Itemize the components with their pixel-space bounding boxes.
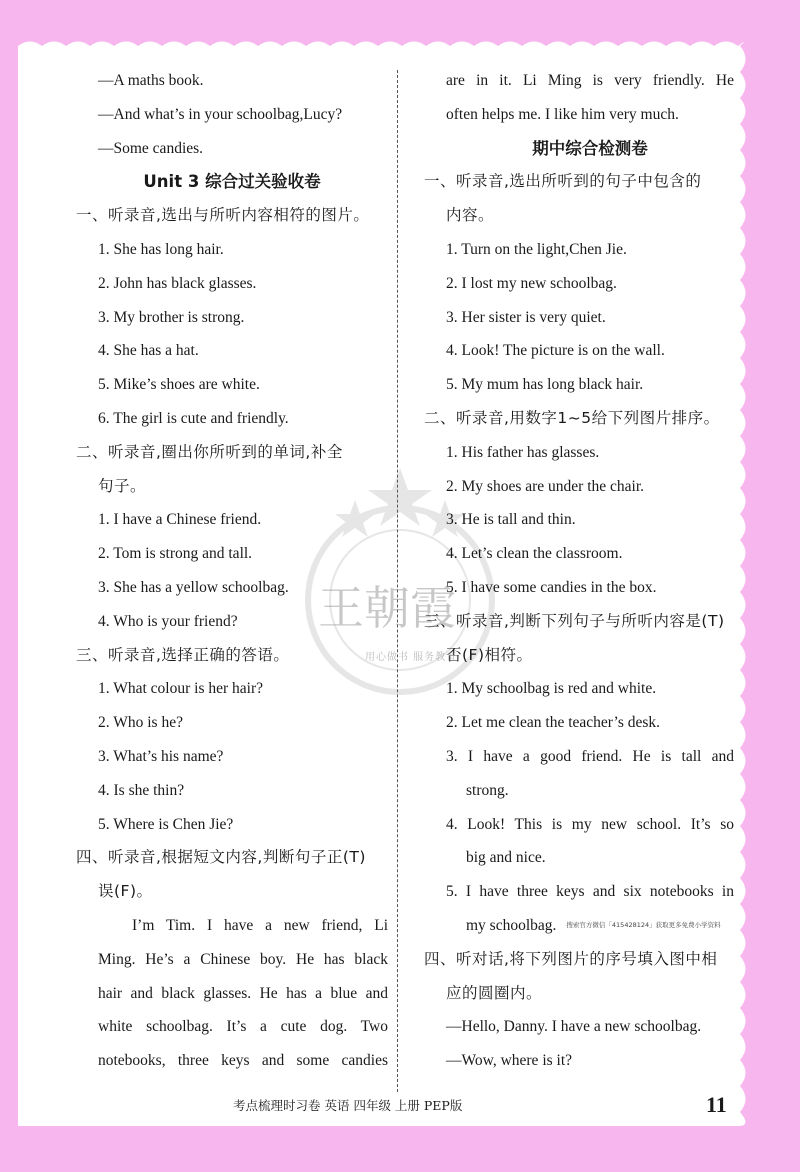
- passage-line: notebooks, three keys and some candies: [98, 1052, 388, 1070]
- list-item: 4. She has a hat.: [98, 342, 199, 360]
- dialogue-line: —Hello, Danny. I have a new schoolbag.: [446, 1018, 702, 1036]
- list-item: 1. My schoolbag is red and white.: [446, 680, 657, 698]
- section-title-cont: 误(F)。: [98, 882, 153, 901]
- list-item: 4. Who is your friend?: [98, 612, 238, 630]
- dialogue-line: —Some candies.: [98, 139, 204, 157]
- list-item: 3. I have a good friend. He is tall and: [446, 747, 734, 765]
- right-column: [424, 64, 734, 1078]
- list-item: 1. His father has glasses.: [446, 443, 600, 461]
- list-item: 5. My mum has long black hair.: [446, 376, 644, 394]
- list-item: 2. My shoes are under the chair.: [446, 477, 644, 495]
- section-title: 一、听录音,选出与所听内容相符的图片。: [76, 206, 370, 225]
- exam-heading: 期中综合检测卷: [532, 138, 648, 158]
- list-item: 2. Let me clean the teacher’s desk.: [446, 714, 661, 732]
- section-title: 一、听录音,选出所听到的句子中包含的: [424, 172, 702, 191]
- list-item: 2. Who is he?: [98, 714, 183, 732]
- list-item: 2. I lost my new schoolbag.: [446, 274, 617, 292]
- page-footer: [0, 1094, 800, 1120]
- list-item-cont-text: my schoolbag.: [466, 916, 557, 934]
- page-number: 11: [706, 1092, 727, 1117]
- passage-line: are in it. Li Ming is very friendly. He: [446, 72, 734, 89]
- list-item: 4. Is she thin?: [98, 781, 185, 799]
- list-item: 1. I have a Chinese friend.: [98, 511, 262, 529]
- list-item: 3. She has a yellow schoolbag.: [98, 578, 289, 596]
- section-title: 三、听录音,判断下列句子与所听内容是(T): [424, 611, 725, 630]
- section-title-cont: 否(F)相符。: [446, 645, 533, 664]
- dialogue-line: —And what’s in your schoolbag,Lucy?: [98, 105, 343, 123]
- list-item: 4. Let’s clean the classroom.: [446, 545, 623, 563]
- column-divider: [397, 70, 398, 1092]
- section-title: 四、听对话,将下列图片的序号填入图中相: [424, 949, 718, 968]
- dialogue-line: —Wow, where is it?: [446, 1052, 573, 1070]
- section-title: 二、听录音,圈出你所听到的单词,补全: [76, 442, 343, 461]
- list-item: 3. He is tall and thin.: [446, 511, 576, 529]
- section-title-cont: 内容。: [446, 206, 495, 225]
- list-item: 2. John has black glasses.: [98, 274, 257, 292]
- list-item: 1. She has long hair.: [98, 240, 224, 258]
- passage-line: often helps me. I like him very much.: [446, 105, 679, 123]
- list-item: 6. The girl is cute and friendly.: [98, 409, 289, 427]
- list-item: 4. Look! The picture is on the wall.: [446, 342, 665, 360]
- unit-heading: Unit 3 综合过关验收卷: [143, 172, 321, 192]
- section-title: 二、听录音,用数字1~5给下列图片排序。: [424, 408, 720, 427]
- footer-text: 考点梳理时习卷 英语 四年级 上册 PEP版: [233, 1098, 463, 1113]
- list-item: 3. Her sister is very quiet.: [446, 308, 606, 326]
- small-note: 搜索官方微信「415428124」获取更多免费小学资料: [566, 921, 721, 930]
- dialogue-line: —A maths book.: [98, 72, 204, 89]
- list-item: 5. I have three keys and six notebooks in: [446, 883, 734, 901]
- left-column: [76, 64, 388, 1078]
- list-item: 1. What colour is her hair?: [98, 680, 263, 698]
- list-item: 4. Look! This is my new school. It’s so: [446, 815, 734, 833]
- list-item: 3. My brother is strong.: [98, 308, 245, 326]
- passage-line: white schoolbag. It’s a cute dog. Two: [98, 1018, 388, 1036]
- section-title: 四、听录音,根据短文内容,判断句子正(T): [76, 848, 366, 867]
- passage-line: I’m Tim. I have a new friend, Li: [132, 916, 388, 934]
- section-title: 三、听录音,选择正确的答语。: [76, 645, 290, 664]
- passage-line: Ming. He’s a Chinese boy. He has black: [98, 950, 388, 968]
- section-title-cont: 句子。: [98, 476, 147, 495]
- list-item: 3. What’s his name?: [98, 747, 224, 765]
- watermark-text: 王朝霞: [318, 581, 456, 635]
- list-item: 5. Where is Chen Jie?: [98, 815, 234, 833]
- list-item-cont: big and nice.: [466, 849, 546, 867]
- list-item: 2. Tom is strong and tall.: [98, 545, 253, 563]
- list-item-cont: [424, 909, 734, 943]
- passage-line: hair and black glasses. He has a blue and: [98, 984, 388, 1002]
- list-item-cont: strong.: [466, 781, 509, 799]
- list-item: 1. Turn on the light,Chen Jie.: [446, 240, 627, 258]
- list-item: 5. I have some candies in the box.: [446, 578, 657, 596]
- watermark-subtext: 用心做书 服务教育: [365, 652, 458, 663]
- list-item: 5. Mike’s shoes are white.: [98, 376, 260, 394]
- section-title-cont: 应的圆圈内。: [446, 983, 543, 1002]
